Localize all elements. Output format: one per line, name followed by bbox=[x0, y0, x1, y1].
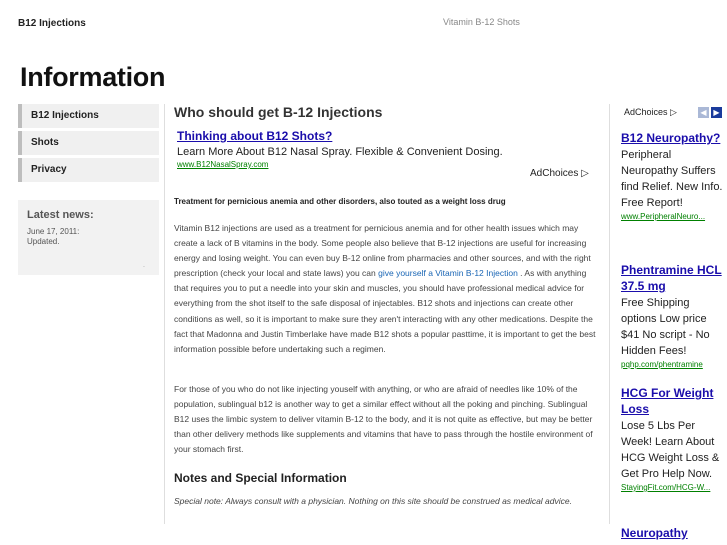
site-name[interactable]: B12 Injections bbox=[18, 18, 86, 29]
sidebar-item-privacy[interactable]: Privacy bbox=[18, 158, 159, 182]
side-ad-description: Peripheral Neuropathy Suffers find Relief. New Info. Free Report! bbox=[621, 149, 723, 209]
ad-url[interactable]: www.B12NasalSpray.com bbox=[177, 160, 269, 169]
adchoices-side-icon: ▷ bbox=[670, 107, 677, 117]
column-divider-right bbox=[609, 104, 610, 524]
side-ad-description: Free Shipping options Low price $41 No script - No Hidden Fees! bbox=[621, 297, 710, 357]
side-ad-title[interactable]: HCG For Weight Loss bbox=[621, 386, 714, 416]
inline-link-injection[interactable]: give yourself a Vitamin B-12 Injection bbox=[378, 268, 518, 279]
special-note: Special note: Always consult with a physician. Nothing on this site should be construed as medical advice. bbox=[174, 496, 572, 506]
adchoices-side-label: AdChoices bbox=[624, 107, 668, 117]
side-ad bbox=[621, 385, 727, 493]
side-ad bbox=[621, 262, 727, 370]
adchoices-side-button[interactable] bbox=[624, 107, 677, 118]
news-date: June 17, 2011: bbox=[27, 227, 80, 236]
latest-news-title: Latest news: bbox=[27, 209, 94, 221]
site-tagline: Vitamin B-12 Shots bbox=[443, 17, 520, 27]
latest-news-entry bbox=[27, 227, 150, 247]
side-ad-description: Lose 5 Lbs Per Week! Learn About HCG Weight Loss & Get Pro Help Now. bbox=[621, 420, 720, 480]
article-paragraph-1 bbox=[174, 221, 602, 357]
side-ad bbox=[621, 525, 727, 541]
side-ad-title[interactable]: Neuropathy bbox=[621, 526, 688, 540]
next-ad-icon[interactable]: ▶ bbox=[711, 107, 722, 118]
news-dot: . bbox=[143, 262, 145, 269]
page-heading: Information bbox=[20, 62, 166, 92]
side-ad bbox=[621, 130, 727, 222]
ad-link-b12-shots[interactable]: Thinking about B12 Shots? bbox=[177, 129, 333, 143]
side-ad-url[interactable]: StayingFit.com/HCG-W... bbox=[621, 483, 711, 492]
sidebar-item-shots[interactable]: Shots bbox=[18, 131, 159, 155]
article-subhead: Treatment for pernicious anemia and other disorders, also touted as a weight loss drug bbox=[174, 197, 506, 206]
adchoices-icon: ▷ bbox=[581, 168, 589, 179]
news-text: Updated. bbox=[27, 237, 60, 246]
side-ad-title[interactable]: B12 Neuropathy? bbox=[621, 131, 721, 145]
side-ad-url[interactable]: www.PeripheralNeuro... bbox=[621, 212, 706, 221]
adchoices-label: AdChoices bbox=[530, 168, 579, 179]
side-ad-title[interactable]: Phentramine HCL 37.5 mg bbox=[621, 263, 722, 293]
sidebar-nav bbox=[18, 104, 159, 185]
side-ad-url[interactable]: pqhp.com/phentramine bbox=[621, 360, 703, 369]
column-divider-left bbox=[164, 104, 165, 524]
ad-description: Learn More About B12 Nasal Spray. Flexible & Convenient Dosing. bbox=[177, 146, 503, 158]
adchoices-button[interactable] bbox=[530, 168, 589, 179]
notes-heading: Notes and Special Information bbox=[174, 471, 347, 485]
article-paragraph-2: For those of you who do not like injecting youself with anything, or who are afraid of needles like 10% of the population, sublingual b12 is another way to get a similar effect without all the poking and pinching. Sublingual B12 uses the limbic system to deliver vitamin B-12 to the body, and it is not quite as effective, but may be better than other delivery methods like supplements and vitamins that have to pass through the hostile environment of your stomach first. bbox=[174, 384, 593, 455]
prev-ad-icon[interactable]: ◀ bbox=[698, 107, 709, 118]
main-content bbox=[174, 104, 602, 506]
latest-news-box bbox=[18, 200, 159, 275]
paragraph-text: Vitamin B12 injections are used as a treatment for pernicious anemia and for other health issues which may create a lack of B vitamins in the body. Some people also believe that B-12 injections are useful for increasing energy and losing weight. You can even buy B-12 online from pharmacies and other sources, and with the right prescription (check your local and state laws) you can bbox=[174, 223, 591, 279]
sidebar-item-b12-injections[interactable]: B12 Injections bbox=[18, 104, 159, 128]
paragraph-text: . As with anything that requires you to put a needle into your skin and muscles, you should have professional medical advice for everything from the shot itself to the safe disposal of injectables. B12 shots and injections can create other conditions as well, so it is important to make sure they aren't interacting with any other medications. Despite the fact that Madonna and Justin Timberlake have made B12 shots a popular pasttime, it is important to get the best information possible before undertaking such a regimen. bbox=[174, 268, 596, 354]
article-title: Who should get B-12 Injections bbox=[174, 104, 383, 120]
